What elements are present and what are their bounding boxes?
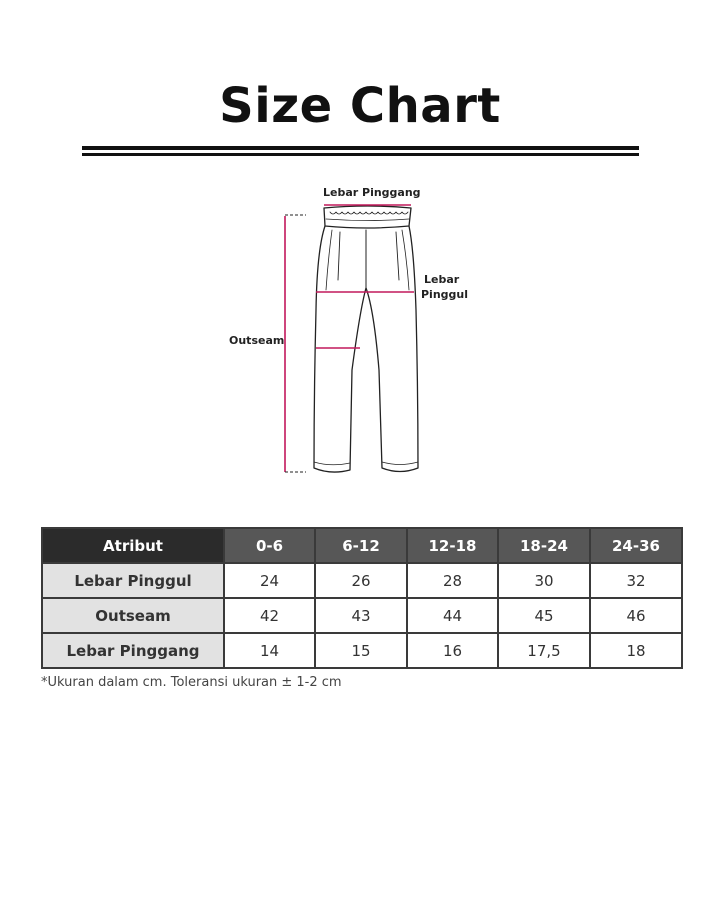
- table-header-row: [42, 528, 682, 563]
- table-row: [42, 598, 682, 633]
- table-cell: 32: [590, 563, 682, 598]
- row-label: Lebar Pinggang: [42, 633, 224, 668]
- table-cell: 28: [407, 563, 498, 598]
- hip-label-line2: Pinggul: [421, 288, 469, 301]
- table-cell: 42: [224, 598, 315, 633]
- header-cell-attribute: Atribut: [42, 528, 224, 563]
- tolerance-note: *Ukuran dalam cm. Toleransi ukuran ± 1-2 cm: [41, 675, 342, 690]
- table-row: [42, 563, 682, 598]
- title-rule-thin: [82, 153, 639, 156]
- page-title: Size Chart: [219, 78, 501, 134]
- table-row: [42, 633, 682, 668]
- row-label: Lebar Pinggul: [42, 563, 224, 598]
- header-cell-size: 6-12: [315, 528, 407, 563]
- table-cell: 44: [407, 598, 498, 633]
- header-cell-size: 12-18: [407, 528, 498, 563]
- table-cell: 43: [315, 598, 407, 633]
- header-cell-size: 0-6: [224, 528, 315, 563]
- pants-diagram: [0, 170, 720, 500]
- waistband: [324, 206, 411, 228]
- table-cell: 45: [498, 598, 590, 633]
- title-rule-thick: [82, 146, 639, 150]
- header-cell-size: 18-24: [498, 528, 590, 563]
- size-table: [41, 527, 683, 669]
- table-cell: 17,5: [498, 633, 590, 668]
- table-cell: 16: [407, 633, 498, 668]
- table-cell: 24: [224, 563, 315, 598]
- hip-label-line1: Lebar: [424, 273, 460, 286]
- table-cell: 26: [315, 563, 407, 598]
- table-cell: 14: [224, 633, 315, 668]
- header-cell-size: 24-36: [590, 528, 682, 563]
- outseam-label: Outseam: [229, 334, 285, 347]
- table-cell: 30: [498, 563, 590, 598]
- table-cell: 46: [590, 598, 682, 633]
- waist-label: Lebar Pinggang: [323, 186, 421, 199]
- table-cell: 15: [315, 633, 407, 668]
- pants-illustration: [0, 170, 720, 500]
- row-label: Outseam: [42, 598, 224, 633]
- table-cell: 18: [590, 633, 682, 668]
